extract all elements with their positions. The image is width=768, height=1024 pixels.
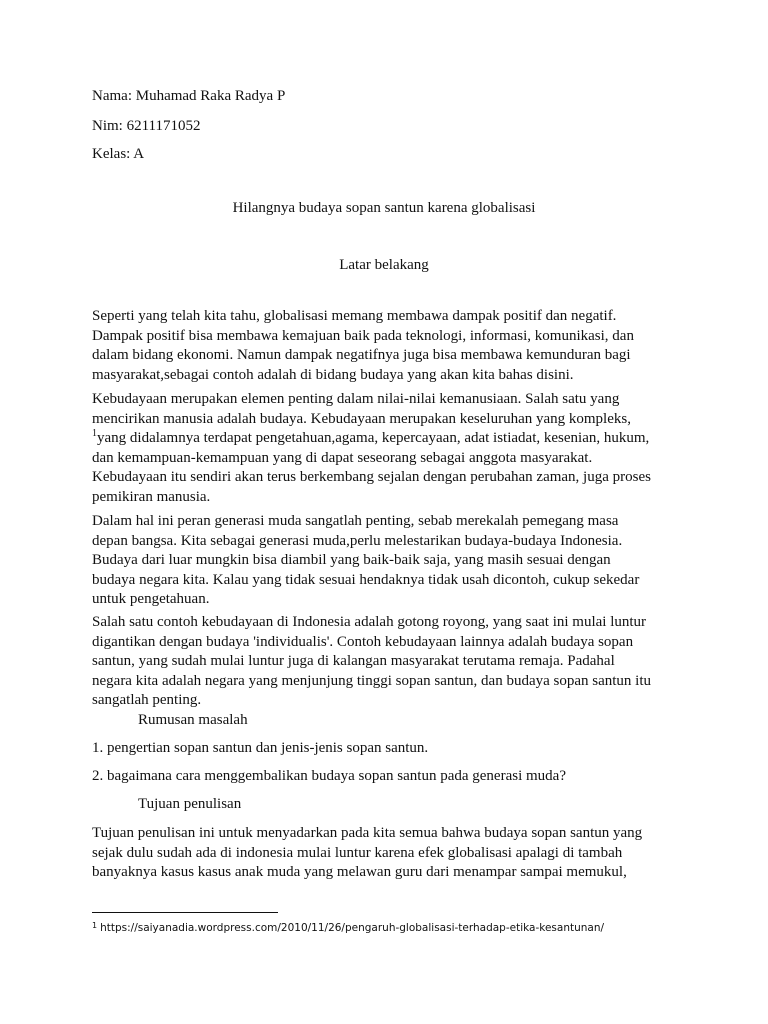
document-title: Hilangnya budaya sopan santun karena globalisasi: [232, 200, 536, 216]
paragraph-line: untuk pengetahuan.: [92, 591, 210, 608]
paragraph-line: budaya negara kita. Kalau yang tidak sesuai hendaknya tidak usah dicontoh, cukup sekedar: [92, 571, 640, 588]
footnote-separator: [92, 912, 278, 913]
paragraph-line: Dampak positif bisa membawa kemajuan baik pada teknologi, informasi, komunikasi, dan: [92, 327, 634, 344]
rumusan-item: 2. bagaimana cara menggembalikan budaya sopan santun pada generasi muda?: [92, 768, 566, 784]
section-heading-rumusan-masalah: Rumusan masalah: [138, 712, 248, 728]
paragraph-line: mencirikan manusia adalah budaya. Kebudayaan merupakan keseluruhan yang kompleks,: [92, 410, 631, 427]
paragraph-line: digantikan dengan budaya 'individualis'. Contoh kebudayaan lainnya adalah budaya sopan: [92, 633, 634, 650]
paragraph-line: [92, 429, 672, 449]
footnote-link[interactable]: https://saiyanadia.wordpress.com/2010/11/26/pengaruh-globalisasi-terhadap-etika-kesantunan/: [100, 922, 605, 934]
paragraph-line: dan kemampuan-kemampuan yang di dapat seseorang sebagai anggota masyarakat.: [92, 449, 593, 466]
paragraph-line: Kebudayaan merupakan elemen penting dalam nilai-nilai kemanusiaan. Salah satu yang: [92, 391, 620, 407]
footnote: [92, 919, 604, 935]
paragraph-line: sejak dulu sudah ada di indonesia mulai luntur karena efek globalisasi apalagi di tambah: [92, 844, 623, 861]
paragraph-2: [92, 390, 672, 508]
paragraph-line: Dalam hal ini peran generasi muda sangatlah penting, sebab merekalah pemegang masa: [92, 513, 619, 529]
paragraph-5: [92, 824, 672, 883]
paragraph-line: negara kita adalah negara yang menjunjung tinggi sopan santun, dan budaya sopan santun itu: [92, 672, 652, 689]
paragraph-line: banyaknya kasus kasus anak muda yang melawan guru dari menampar sampai memukul,: [92, 864, 627, 881]
rumusan-item: 1. pengertian sopan santun dan jenis-jenis sopan santun.: [92, 740, 429, 756]
paragraph-line: dalam bidang ekonomi. Namun dampak negatifnya juga bisa membawa kemunduran bagi: [92, 347, 631, 364]
paragraph-line-text: yang didalamnya terdapat pengetahuan,agama, kepercayaan, adat istiadat, kesenian, hukum,: [97, 430, 650, 447]
paragraph-4: [92, 613, 672, 711]
paragraph-line: Kebudayaan itu sendiri akan terus berkembang sejalan dengan perubahan zaman, juga proses: [92, 469, 651, 486]
paragraph-line: Salah satu contoh kebudayaan di Indonesia adalah gotong royong, yang saat ini mulai luntur: [92, 614, 647, 630]
paragraph-3: [92, 512, 672, 610]
student-class: Kelas: A: [92, 146, 145, 162]
paragraph-line: santun, yang sudah mulai luntur juga di kalangan masyarakat terutama remaja. Padahal: [92, 653, 615, 670]
footnote-mark: 1: [92, 921, 98, 930]
paragraph-line: pemikiran manusia.: [92, 488, 211, 505]
section-heading-tujuan-penulisan: Tujuan penulisan: [138, 796, 242, 812]
section-heading-latar-belakang: Latar belakang: [339, 257, 429, 273]
paragraph-line: Tujuan penulisan ini untuk menyadarkan pada kita semua bahwa budaya sopan santun yang: [92, 825, 643, 841]
paragraph-line: sangatlah penting.: [92, 692, 202, 709]
student-nim: Nim: 6211171052: [92, 118, 201, 134]
paragraph-line: Seperti yang telah kita tahu, globalisasi memang membawa dampak positif dan negatif.: [92, 308, 617, 324]
footnote-reference[interactable]: 1: [92, 428, 97, 440]
paragraph-line: Budaya dari luar mungkin bisa diambil yang baik-baik saja, yang masih sesuai dengan: [92, 552, 611, 569]
student-name: Nama: Muhamad Raka Radya P: [92, 88, 286, 104]
paragraph-line: masyarakat,sebagai contoh adalah di bidang budaya yang akan kita bahas disini.: [92, 366, 574, 383]
paragraph-1: [92, 307, 672, 385]
paragraph-line: depan bangsa. Kita sebagai generasi muda,perlu melestarikan budaya-budaya Indonesia.: [92, 532, 623, 549]
